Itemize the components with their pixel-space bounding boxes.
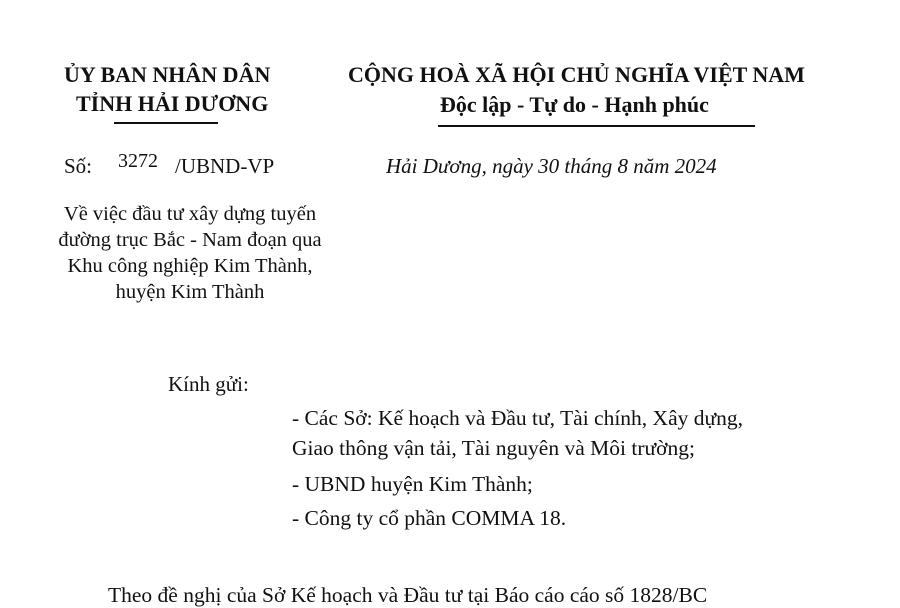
addressee-item: - Công ty cổ phần COMMA 18.: [292, 506, 567, 530]
body-paragraph: Theo đề nghị của Sở Kế hoạch và Đầu tư tại Báo cáo cáo số 1828/BC: [108, 583, 708, 607]
agency-name-line1: ỦY BAN NHÂN DÂN: [64, 62, 271, 87]
reference-suffix: /UBND-VP: [175, 154, 275, 178]
national-title: CỘNG HOÀ XÃ HỘI CHỦ NGHĨA VIỆT NAM: [348, 62, 805, 87]
agency-name-line2: TỈNH HẢI DƯƠNG: [76, 91, 269, 116]
place-date: Hải Dương, ngày 30 tháng 8 năm 2024: [386, 154, 717, 178]
reference-number: 3272: [118, 150, 158, 172]
addressee-label: Kính gửi:: [168, 372, 249, 396]
reference-label: Số:: [64, 154, 93, 178]
motto-underline: [438, 125, 755, 127]
agency-underline: [114, 122, 218, 124]
addressee-item: - Các Sở: Kế hoạch và Đầu tư, Tài chính, Xây dựng,: [292, 406, 744, 430]
addressee-item: - UBND huyện Kim Thành;: [292, 472, 533, 496]
addressee-item: Giao thông vận tải, Tài nguyên và Môi trường;: [292, 436, 695, 460]
national-motto: Độc lập - Tự do - Hạnh phúc: [440, 92, 709, 117]
document-subject: Về việc đầu tư xây dựng tuyến đường trục Bắc - Nam đoạn qua Khu công nghiệp Kim Thành, huyện Kim Thành: [58, 203, 322, 303]
